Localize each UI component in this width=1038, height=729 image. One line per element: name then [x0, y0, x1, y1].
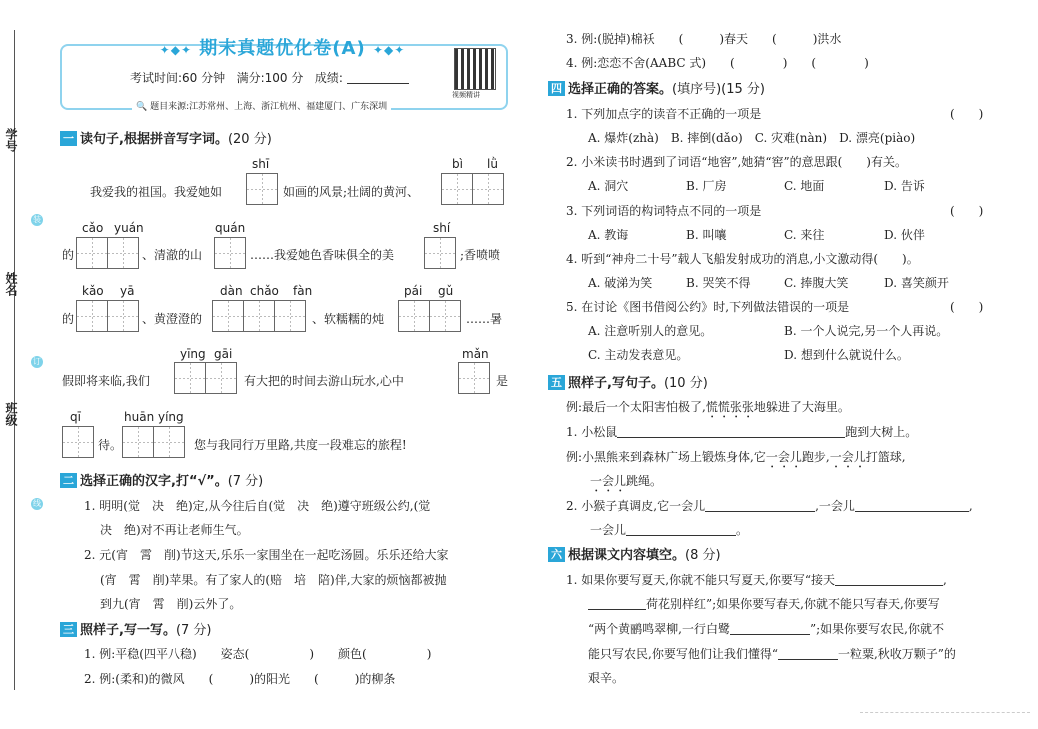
- option-row: A. 爆炸(zhà) B. 摔倒(dǎo) C. 灾难(nàn) D. 漂亮(piào): [588, 131, 916, 145]
- char-grid[interactable]: [174, 362, 236, 394]
- sentence-text: 我爱我的祖国。我爱她如: [90, 185, 223, 199]
- question-text-cont: 一会儿 。: [590, 523, 749, 537]
- section-number: 六: [548, 547, 565, 562]
- question-text: 1. 明明(觉 决 绝)定,从今往后自(觉 决 绝)遵守班级公约,(觉: [84, 499, 431, 513]
- sentence-text: 是: [496, 374, 509, 388]
- option: D. 伙伴: [884, 228, 925, 242]
- char-grid[interactable]: [62, 426, 93, 458]
- option: D. 喜笑颜开: [884, 276, 949, 290]
- section-title: 选择正确的汉字,打“√”。: [80, 474, 228, 489]
- qr-code-icon[interactable]: [454, 48, 496, 90]
- pinyin: shí: [433, 221, 451, 235]
- pinyin: chǎo: [250, 284, 279, 298]
- char-grid[interactable]: [458, 362, 489, 394]
- char-grid[interactable]: [441, 173, 503, 205]
- question-text: 2. 例:(柔和)的微风 ( )的阳光 ( )的柳条: [84, 672, 396, 686]
- example-sentence: 例:最后一个太阳害怕极了,慌慌张张地躲进了大海里。: [566, 400, 850, 414]
- section-number: 三: [60, 622, 77, 637]
- char-grid[interactable]: [76, 300, 138, 332]
- sentence-text: 、软糯糯的炖: [312, 312, 385, 326]
- question-text: 1. 小松鼠 跑到大树上。: [566, 425, 918, 439]
- question-text: 3. 例:(脱掉)棉袄 ( )春天 ( )洪水: [566, 32, 842, 46]
- sentence-text: 您与我同行万里路,共度一段难忘的旅程!: [194, 438, 407, 452]
- answer-line[interactable]: [835, 573, 943, 586]
- example-sentence: 例:小黑熊来到森林广场上锻炼身体,它一会儿跑步,一会儿打篮球,: [566, 450, 906, 464]
- char-grid[interactable]: [212, 300, 305, 332]
- pinyin: quán: [215, 221, 246, 235]
- ornament-left: ✦◆✦: [159, 43, 193, 57]
- ornament-right: ✦◆✦: [372, 43, 406, 57]
- option: B. 哭笑不得: [686, 276, 751, 290]
- fill-text: 能只写农民,你要写他们让我们懂得“ 一粒粟,秋收万颗子”的: [588, 647, 956, 661]
- answer-line[interactable]: [626, 523, 736, 536]
- section-title: 照样子,写一写。: [80, 623, 176, 638]
- example-sentence-cont: 一会儿跳绳。: [590, 474, 663, 488]
- pinyin: cǎo: [82, 221, 104, 235]
- section-title: 根据课文内容填空。: [568, 548, 686, 563]
- margin-label-name: 姓名: [4, 272, 18, 296]
- pinyin: pái: [404, 284, 423, 298]
- section-points: (7 分): [227, 474, 264, 489]
- section-number: 五: [548, 375, 565, 390]
- fill-text: 1. 如果你要写夏天,你就不能只写夏天,你要写“接天 ,: [566, 573, 947, 587]
- option: D. 想到什么就说什么。: [784, 348, 909, 362]
- char-grid[interactable]: [246, 173, 277, 205]
- answer-line[interactable]: [705, 499, 815, 512]
- question-text: 到九(宵 霄 削)云外了。: [100, 597, 242, 611]
- pinyin: huān: [124, 410, 155, 424]
- score-label: 成绩:: [314, 71, 343, 85]
- pinyin: yīng: [180, 347, 206, 361]
- section-5-heading: [548, 372, 708, 391]
- margin-label-student-id: 学号: [4, 128, 18, 152]
- question-text: 1. 例:平稳(四平八稳) 姿态( ) 颜色( ): [84, 647, 432, 661]
- full-score: 满分:100 分: [236, 71, 304, 85]
- answer-paren[interactable]: ( ): [950, 107, 984, 121]
- option: A. 洞穴: [588, 179, 629, 193]
- question-text: 4. 例:恋恋不舍(AABC 式) ( ) ( ): [566, 56, 869, 70]
- pinyin: yíng: [158, 410, 184, 424]
- option: B. 厂房: [686, 179, 727, 193]
- sentence-text: ……我爱她色香味俱全的美: [250, 248, 395, 262]
- sentence-text: 有大把的时间去游山玩水,心中: [244, 374, 404, 388]
- question-text: 决 绝)对不再让老师生气。: [100, 523, 249, 537]
- option: C. 捧腹大笑: [784, 276, 849, 290]
- section-points: (7 分): [175, 623, 212, 638]
- pinyin: gāi: [214, 347, 233, 361]
- margin-dot: 线: [33, 499, 41, 508]
- pinyin: dàn: [220, 284, 243, 298]
- section-points: (8 分): [685, 548, 721, 563]
- question-text: 5. 在讨论《图书借阅公约》时,下列做法错误的一项是: [566, 300, 850, 314]
- sentence-text: 的: [62, 248, 75, 262]
- question-text: (宵 霄 削)苹果。有了家人的(赔 培 陪)伴,大家的烦恼都被抛: [100, 573, 447, 587]
- section-number: 四: [548, 81, 565, 96]
- sentence-text: 、清澈的山: [142, 248, 203, 262]
- pinyin: shī: [252, 157, 270, 171]
- section-1-heading: [60, 128, 272, 147]
- question-text: 2. 元(宵 霄 削)节这天,乐乐一家围坐在一起吃汤圆。乐乐还给大家: [84, 548, 449, 562]
- answer-line[interactable]: [730, 622, 810, 635]
- fill-text: 艰辛。: [588, 671, 625, 685]
- section-title: 读句子,根据拼音写字词。: [80, 132, 228, 147]
- source-text: 题目来源:江苏常州、上海、浙江杭州、福建厦门、广东深圳: [150, 102, 388, 112]
- exam-title: 期末真题优化卷(A): [199, 38, 366, 59]
- section-title: 照样子,写句子。: [568, 376, 664, 391]
- section-number: 一: [60, 131, 77, 146]
- pinyin: fàn: [293, 284, 313, 298]
- pinyin: kǎo: [82, 284, 104, 298]
- section-3-heading: [60, 619, 212, 638]
- sentence-text: ……暑: [466, 312, 503, 326]
- option: A. 注意听别人的意见。: [588, 324, 713, 338]
- divider: [860, 712, 1030, 713]
- fill-text: “两个黄鹂鸣翠柳,一行白鹭 ”;如果你要写农民,你就不: [588, 622, 944, 636]
- section-6-heading: [548, 544, 721, 563]
- option: D. 告诉: [884, 179, 925, 193]
- char-grid[interactable]: [424, 237, 455, 269]
- answer-paren[interactable]: ( ): [950, 300, 984, 314]
- fill-text: 荷花别样红”;如果你要写春天,你就不能只写春天,你要写: [588, 595, 940, 612]
- question-text: 2. 小米读书时遇到了词语“地窖”,她猜“窖”的意思跟( )有关。: [566, 155, 907, 169]
- question-text: 1. 下列加点字的读音不正确的一项是: [566, 107, 762, 121]
- option: C. 主动发表意见。: [588, 348, 689, 362]
- section-4-heading: [548, 78, 765, 97]
- question-text: 2. 小猴子真调皮,它一会儿 ,一会儿 ,: [566, 499, 973, 513]
- margin-label-class: 班级: [4, 402, 18, 426]
- option: A. 破涕为笑: [588, 276, 653, 290]
- pinyin: yuán: [114, 221, 144, 235]
- option: A. 教诲: [588, 228, 629, 242]
- pinyin: gǔ: [438, 284, 454, 298]
- answer-line[interactable]: [778, 647, 838, 660]
- section-note: (填序号): [672, 82, 722, 97]
- question-text: 4. 听到“神舟二十号”载人飞船发射成功的消息,小文激动得( )。: [566, 252, 919, 266]
- section-points: (15 分): [721, 82, 765, 97]
- sentence-text: 待。: [98, 438, 123, 452]
- section-2-heading: [60, 470, 263, 489]
- section-points: (10 分): [663, 376, 708, 391]
- pinyin: yā: [120, 284, 135, 298]
- option: C. 来往: [784, 228, 825, 242]
- section-points: (20 分): [227, 132, 272, 147]
- char-grid[interactable]: [214, 237, 245, 269]
- question-text: 3. 下列词语的构词特点不同的一项是: [566, 204, 762, 218]
- answer-line[interactable]: [741, 425, 845, 438]
- section-number: 二: [60, 473, 77, 488]
- char-grid[interactable]: [76, 237, 138, 269]
- sentence-text: 、黄澄澄的: [142, 312, 203, 326]
- question-source: [132, 99, 391, 112]
- qr-label: 视频精讲: [452, 91, 480, 99]
- margin-dot: 装: [33, 215, 41, 224]
- option: C. 地面: [784, 179, 825, 193]
- score-blank[interactable]: [347, 71, 409, 84]
- pinyin: lǜ: [487, 157, 498, 171]
- margin-dot: 订: [33, 357, 41, 366]
- pinyin: bì: [452, 157, 463, 171]
- answer-paren[interactable]: ( ): [950, 204, 984, 218]
- sentence-text: 的: [62, 312, 75, 326]
- option: B. 叫嚷: [686, 228, 727, 242]
- pinyin: mǎn: [462, 347, 489, 361]
- option: B. 一个人说完,另一个人再说。: [784, 324, 949, 338]
- section-title: 选择正确的答案。: [568, 82, 673, 97]
- sentence-text: 如画的风景;壮阔的黄河、: [283, 185, 420, 199]
- exam-time: 考试时间:60 分钟: [130, 71, 226, 85]
- sentence-text: ;香喷喷: [460, 248, 501, 262]
- answer-line[interactable]: [617, 425, 741, 438]
- pinyin: qī: [70, 410, 81, 424]
- answer-line[interactable]: [588, 597, 646, 610]
- char-grid[interactable]: [398, 300, 460, 332]
- char-grid[interactable]: [122, 426, 184, 458]
- answer-line[interactable]: [855, 499, 969, 512]
- sentence-text: 假即将来临,我们: [62, 374, 150, 388]
- search-icon: 🔍: [136, 102, 148, 112]
- exam-info: [130, 69, 409, 86]
